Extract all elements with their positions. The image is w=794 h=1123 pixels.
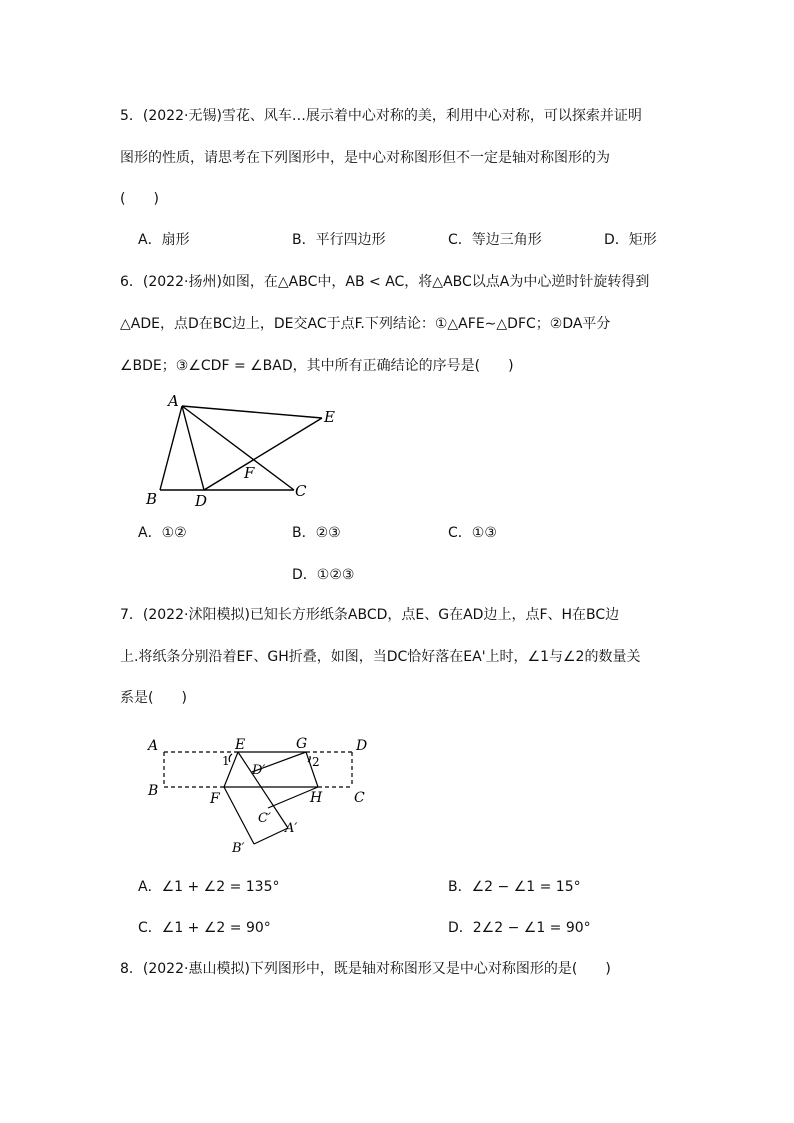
q7-label-c: C bbox=[354, 790, 365, 806]
q7-stem-line2: 上.将纸条分别沿着EF、GH折叠，如图，当DC恰好落在EA'上时，∠1与∠2的数量关 bbox=[120, 649, 641, 665]
q6-label-b: B bbox=[146, 490, 158, 508]
q7-label-f: F bbox=[210, 791, 220, 807]
q5-option-d: D．矩形 bbox=[604, 232, 657, 248]
q5-option-b: B．平行四边形 bbox=[292, 232, 386, 248]
q7-option-b: B．∠2 − ∠1 = 15° bbox=[448, 879, 581, 895]
q7-folding-figure bbox=[140, 732, 380, 858]
q8-stem-line1: 8．(2022·惠山模拟)下列图形中，既是轴对称图形又是中心对称图形的是( ) bbox=[120, 961, 611, 977]
q7-label-e: E bbox=[235, 737, 246, 753]
q6-option-d: D．①②③ bbox=[292, 567, 355, 583]
q7-label-c-prime: C′ bbox=[258, 811, 271, 826]
q7-angle-2: 2 bbox=[312, 755, 320, 769]
q7-label-d-prime: D′ bbox=[252, 763, 266, 778]
q7-stem-line1: 7．(2022·沭阳模拟)已知长方形纸条ABCD，点E、G在AD边上，点F、H在BC边 bbox=[120, 607, 620, 623]
q7-label-a-prime: A′ bbox=[285, 821, 298, 836]
q5-option-c: C．等边三角形 bbox=[448, 232, 542, 248]
q5-stem-line1: 5．(2022·无锡)雪花、风车…展示着中心对称的美，利用中心对称，可以探索并证明 bbox=[120, 108, 642, 124]
q7-stem-line3: 系是( ) bbox=[120, 690, 187, 706]
q7-option-d: D．2∠2 − ∠1 = 90° bbox=[448, 920, 591, 936]
q7-label-d: D bbox=[356, 738, 368, 754]
q6-label-d: D bbox=[195, 492, 208, 510]
q7-angle-1: 1 bbox=[222, 754, 230, 768]
q6-option-a: A．①② bbox=[138, 525, 187, 541]
q5-stem-line2: 图形的性质，请思考在下列图形中，是中心对称图形但不一定是轴对称图形的为 bbox=[120, 150, 610, 166]
q5-stem-line3: ( ) bbox=[120, 191, 159, 207]
q6-label-c: C bbox=[295, 482, 307, 500]
q6-stem-line1: 6．(2022·扬州)如图，在△ABC中，AB < AC，将△ABC以点A为中心逆时针旋转得到 bbox=[120, 274, 650, 290]
q6-label-e: E bbox=[324, 408, 335, 426]
q6-option-b: B．②③ bbox=[292, 525, 341, 541]
q7-label-a: A bbox=[148, 738, 159, 754]
q7-label-h: H bbox=[310, 790, 323, 806]
q6-option-c: C．①③ bbox=[448, 525, 497, 541]
q6-label-f: F bbox=[244, 464, 255, 482]
q7-option-a: A．∠1 + ∠2 = 135° bbox=[138, 879, 280, 895]
q7-label-g: G bbox=[296, 736, 308, 752]
q6-stem-line2: △ADE，点D在BC边上，DE交AC于点F.下列结论：①△AFE∼△DFC；②DA平分 bbox=[120, 316, 611, 332]
q7-label-b-prime: B′ bbox=[232, 841, 245, 856]
q5-option-a: A．扇形 bbox=[138, 232, 190, 248]
q6-stem-line3: ∠BDE；③∠CDF = ∠BAD，其中所有正确结论的序号是( ) bbox=[120, 358, 514, 374]
q6-label-a: A bbox=[168, 392, 179, 410]
q6-triangle-figure bbox=[140, 388, 350, 510]
q7-option-c: C．∠1 + ∠2 = 90° bbox=[138, 920, 271, 936]
q7-label-b: B bbox=[148, 783, 159, 799]
